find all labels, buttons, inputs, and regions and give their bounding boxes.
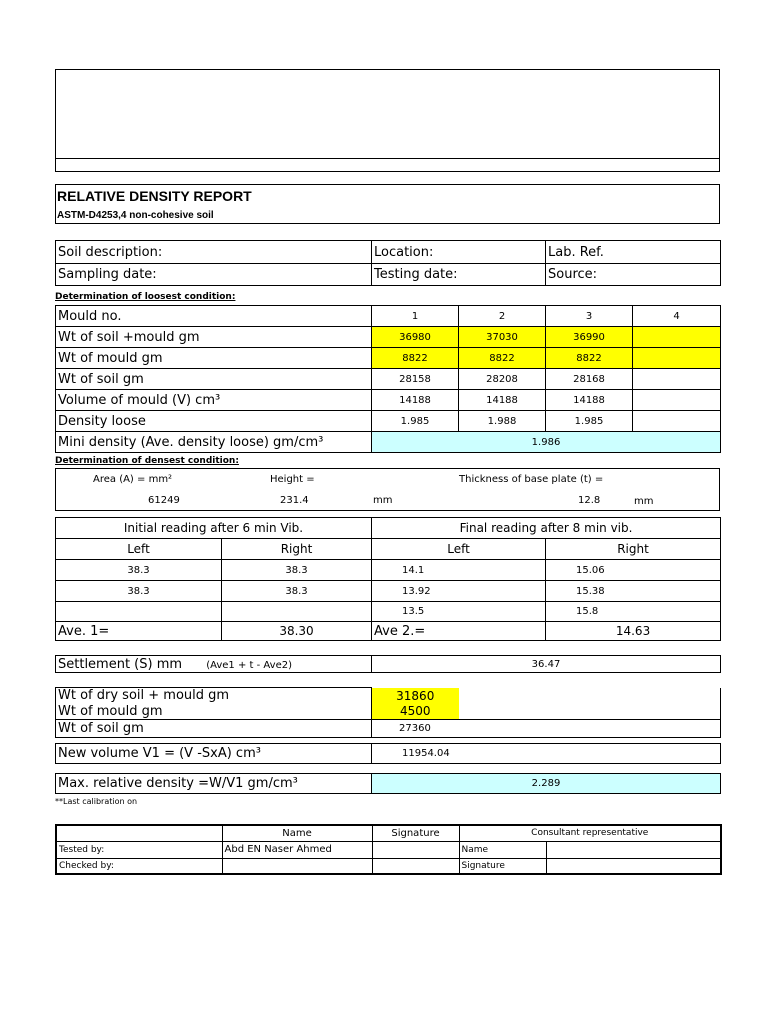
tested-by-name: Abd EN Naser Ahmed (222, 841, 372, 858)
new-volume-value: 11954.04 (372, 744, 721, 764)
vibration-readings-table (55, 517, 721, 641)
thickness-label: Thickness of base plate (t) = (459, 474, 604, 485)
table-cell: 14188 (372, 390, 459, 411)
table-cell: 38.3 (222, 560, 372, 581)
table-cell: 13.5 (372, 602, 546, 622)
table-row (56, 688, 721, 704)
calibration-note: **Last calibration on (55, 797, 138, 806)
new-volume-table (55, 743, 721, 764)
table-cell (222, 602, 372, 622)
table-cell: 13.92 (372, 581, 546, 602)
table-cell: 1.988 (459, 411, 546, 432)
settlement-formula: (Ave1 + t - Ave2) (206, 659, 292, 671)
dry-soil-mould-label: Wt of dry soil + mould gm (56, 688, 372, 704)
table-row (56, 327, 721, 348)
tested-by-label: Tested by: (56, 841, 222, 858)
tested-by-signature (372, 841, 459, 858)
settlement-row (56, 656, 372, 673)
settlement-label: Settlement (S) mm (58, 656, 183, 672)
signoff-table (55, 824, 722, 875)
table-cell: 8822 (372, 348, 459, 369)
testing-date-label: Testing date: (372, 264, 546, 286)
source-label: Source: (546, 264, 721, 286)
ave1-value: 38.30 (222, 622, 372, 641)
consultant-header: Consultant representative (459, 825, 721, 841)
soil-weight-label: Wt of soil gm (56, 720, 372, 738)
height-unit: mm (373, 495, 393, 506)
table-row (56, 858, 721, 874)
table-cell: 15.38 (546, 581, 721, 602)
loosest-section-title: Determination of loosest condition: (55, 292, 236, 302)
table-cell: 37030 (459, 327, 546, 348)
header-divider (55, 158, 720, 159)
table-cell: 15.06 (546, 560, 721, 581)
table-row (56, 841, 721, 858)
right-header: Right (546, 539, 721, 560)
consultant-signature-label: Signature (459, 858, 546, 874)
height-value: 231.4 (280, 495, 309, 506)
settlement-value: 36.47 (372, 656, 721, 673)
mould-number: 2 (459, 306, 546, 327)
table-cell: 14188 (459, 390, 546, 411)
table-cell: 38.3 (222, 581, 372, 602)
row-label: Wt of soil gm (56, 369, 372, 390)
table-row (56, 369, 721, 390)
table-cell (633, 411, 721, 432)
checked-by-name (222, 858, 372, 874)
lab-ref-label: Lab. Ref. (546, 241, 721, 264)
table-cell: 1.985 (546, 411, 633, 432)
ave2-label: Ave 2.= (372, 622, 546, 641)
settlement-table (55, 655, 721, 673)
max-density-label: Max. relative density =W/V1 gm/cm³ (56, 774, 372, 794)
row-label: Wt of mould gm (56, 348, 372, 369)
name-header: Name (222, 825, 372, 841)
table-cell: 28168 (546, 369, 633, 390)
densest-section-title: Determination of densest condition: (55, 456, 239, 466)
table-cell: 14.1 (372, 560, 546, 581)
table-row (56, 348, 721, 369)
table-cell: 15.8 (546, 602, 721, 622)
final-reading-header: Final reading after 8 min vib. (372, 518, 721, 539)
table-cell (56, 602, 222, 622)
table-cell: 28158 (372, 369, 459, 390)
mould-number: 3 (546, 306, 633, 327)
mould-weight-label: Wt of mould gm (56, 704, 372, 720)
checked-by-label: Checked by: (56, 858, 222, 874)
row-label: Wt of soil +mould gm (56, 327, 372, 348)
soil-description-label: Soil description: (56, 241, 372, 264)
table-cell: 28208 (459, 369, 546, 390)
table-row (56, 560, 721, 581)
table-cell: 8822 (546, 348, 633, 369)
title-box (55, 184, 720, 224)
header-box (55, 69, 720, 172)
dry-soil-mould-value: 31860 (372, 688, 459, 704)
loosest-table (55, 305, 721, 453)
table-row (56, 602, 721, 622)
new-volume-label: New volume V1 = (V -SxA) cm³ (56, 744, 372, 764)
table-cell: 38.3 (56, 581, 222, 602)
table-cell: 36990 (546, 327, 633, 348)
table-cell: 1.985 (372, 411, 459, 432)
left-header: Left (372, 539, 546, 560)
mould-weight-value: 4500 (372, 704, 459, 720)
mini-density-label: Mini density (Ave. density loose) gm/cm³ (56, 432, 372, 453)
mould-no-label: Mould no. (56, 306, 372, 327)
checked-by-signature (372, 858, 459, 874)
dry-weights-table (55, 687, 721, 738)
location-label: Location: (372, 241, 546, 264)
table-cell (633, 390, 721, 411)
row-label: Density loose (56, 411, 372, 432)
soil-weight-value: 27360 (372, 720, 721, 738)
max-density-table (55, 773, 721, 794)
table-row (56, 704, 721, 720)
ave2-value: 14.63 (546, 622, 721, 641)
mini-density-value: 1.986 (372, 432, 721, 453)
row-label: Volume of mould (V) cm³ (56, 390, 372, 411)
mould-number: 1 (372, 306, 459, 327)
table-row (56, 581, 721, 602)
initial-reading-header: Initial reading after 6 min Vib. (56, 518, 372, 539)
report-title: RELATIVE DENSITY REPORT (57, 188, 252, 204)
table-cell (633, 369, 721, 390)
max-density-value: 2.289 (372, 774, 721, 794)
sampling-date-label: Sampling date: (56, 264, 372, 286)
table-cell (633, 348, 721, 369)
area-label: Area (A) = mm² (93, 474, 173, 485)
table-row (56, 390, 721, 411)
signature-header: Signature (372, 825, 459, 841)
height-label: Height = (270, 474, 315, 485)
table-cell: 36980 (372, 327, 459, 348)
table-cell (633, 327, 721, 348)
ave1-label: Ave. 1= (56, 622, 222, 641)
area-value: 61249 (148, 495, 180, 506)
mould-number: 4 (633, 306, 721, 327)
thickness-value: 12.8 (578, 495, 601, 506)
table-cell: 8822 (459, 348, 546, 369)
table-cell: 38.3 (56, 560, 222, 581)
report-subtitle: ASTM-D4253,4 non-cohesive soil (57, 210, 214, 221)
table-cell: 14188 (546, 390, 633, 411)
table-row (56, 720, 721, 738)
consultant-name-label: Name (459, 841, 546, 858)
info-table (55, 240, 721, 286)
table-row (56, 411, 721, 432)
thickness-unit: mm (634, 496, 654, 507)
right-header: Right (222, 539, 372, 560)
left-header: Left (56, 539, 222, 560)
dimensions-box (55, 468, 720, 511)
